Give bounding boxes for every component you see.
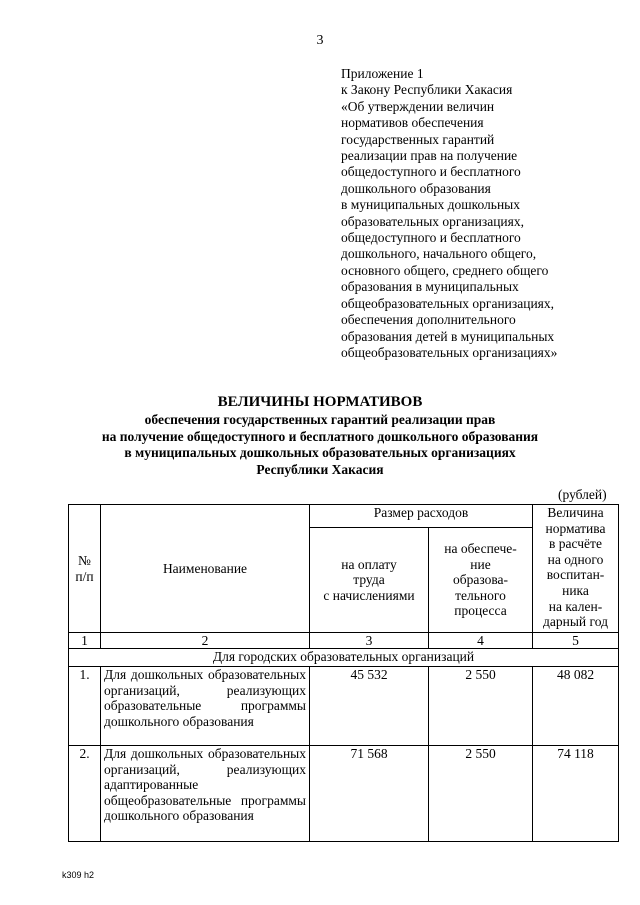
header-labor-line: с начислениями bbox=[323, 587, 415, 603]
column-number: 2 bbox=[101, 633, 310, 649]
appendix-line: «Об утверждении величин bbox=[341, 98, 495, 114]
header-num-line: п/п bbox=[75, 568, 94, 584]
table-row bbox=[69, 667, 619, 746]
heading-subtitle-line: на получение общедоступного и бесплатного дошкольного образования bbox=[101, 428, 539, 444]
appendix-line: общедоступного и бесплатного bbox=[341, 164, 521, 180]
column-number: 4 bbox=[429, 633, 533, 649]
appendix-line: образования в муниципальных bbox=[341, 279, 519, 295]
header-process-line: образова- bbox=[452, 572, 509, 588]
heading-title: ВЕЛИЧИНЫ НОРМАТИВОВ bbox=[217, 394, 423, 410]
header-expenses: Размер расходов bbox=[310, 505, 533, 528]
section-title: Для городских образовательных организаций bbox=[69, 649, 619, 667]
column-number: 5 bbox=[533, 633, 619, 649]
row-num: 1. bbox=[69, 667, 101, 746]
header-norm-line: Величина bbox=[547, 505, 604, 520]
header-num-line: № bbox=[78, 552, 91, 568]
column-number: 1 bbox=[69, 633, 101, 649]
appendix-line: обеспечения дополнительного bbox=[341, 312, 516, 328]
appendix-line: к Закону Республики Хакасия bbox=[341, 82, 513, 98]
appendix-line: общеобразовательных организациях, bbox=[341, 295, 555, 311]
row-process: 2 550 bbox=[429, 746, 533, 842]
appendix-line: общеобразовательных организациях» bbox=[341, 344, 558, 360]
currency-note: (рублей) bbox=[558, 487, 607, 502]
header-labor bbox=[310, 528, 429, 633]
page-number: 3 bbox=[316, 33, 324, 48]
header-process-line: на обеспече- bbox=[444, 541, 517, 557]
row-num: 2. bbox=[69, 746, 101, 842]
appendix-line: в муниципальных дошкольных bbox=[341, 197, 520, 213]
header-norm-line: на одного bbox=[547, 551, 604, 567]
row-norm: 74 118 bbox=[533, 746, 619, 842]
header-norm-line: ника bbox=[562, 582, 589, 598]
header-process-line: процесса bbox=[454, 603, 507, 619]
header-labor-line: на оплату bbox=[341, 556, 397, 572]
footer-code: k309 h2 bbox=[62, 870, 95, 880]
appendix-line: основного общего, среднего общего bbox=[341, 262, 549, 278]
header-norm-line: на кален- bbox=[548, 598, 603, 614]
header-norm-line: дарный год bbox=[543, 614, 608, 630]
appendix-line: общедоступного и бесплатного bbox=[341, 230, 521, 246]
row-process: 2 550 bbox=[429, 667, 533, 746]
header-num bbox=[69, 505, 101, 633]
row-name: Для дошкольных образовательных организаций, реализующих адаптированные общеобразовательные программы дошкольного образования bbox=[101, 746, 310, 842]
appendix-line: Приложение 1 bbox=[341, 66, 424, 81]
column-number: 3 bbox=[310, 633, 429, 649]
appendix-line: дошкольного образования bbox=[341, 180, 491, 196]
appendix-line: нормативов обеспечения bbox=[341, 115, 484, 131]
header-labor-line: труда bbox=[353, 572, 385, 588]
norms-table bbox=[68, 504, 619, 842]
header-process-line: тельного bbox=[455, 587, 506, 603]
header-norm-line: в расчёте bbox=[549, 536, 602, 552]
header-norm-line: воспитан- bbox=[546, 567, 605, 583]
header-norm bbox=[533, 505, 619, 633]
header-process-line: ние bbox=[470, 556, 491, 572]
appendix-line: образовательных организациях, bbox=[341, 213, 524, 229]
heading-subtitle-line: обеспечения государственных гарантий реализации прав bbox=[144, 412, 496, 427]
heading-subtitle-line: в муниципальных дошкольных образовательных организациях bbox=[124, 445, 516, 460]
row-labor: 71 568 bbox=[310, 746, 429, 842]
heading-subtitle-line: Республики Хакасия bbox=[256, 461, 384, 477]
appendix-block bbox=[341, 66, 631, 361]
header-process bbox=[429, 528, 533, 633]
row-norm: 48 082 bbox=[533, 667, 619, 746]
appendix-line: государственных гарантий bbox=[341, 131, 495, 147]
appendix-line: дошкольного, начального общего, bbox=[341, 246, 537, 262]
row-name: Для дошкольных образовательных организаций, реализующих образовательные программы дошкольного образования bbox=[101, 667, 310, 746]
table-row bbox=[69, 746, 619, 842]
row-labor: 45 532 bbox=[310, 667, 429, 746]
document-heading bbox=[0, 392, 640, 478]
header-name: Наименование bbox=[101, 505, 310, 633]
header-norm-line: норматива bbox=[545, 520, 606, 536]
appendix-line: образования детей в муниципальных bbox=[341, 328, 555, 344]
appendix-line: реализации прав на получение bbox=[341, 148, 518, 164]
